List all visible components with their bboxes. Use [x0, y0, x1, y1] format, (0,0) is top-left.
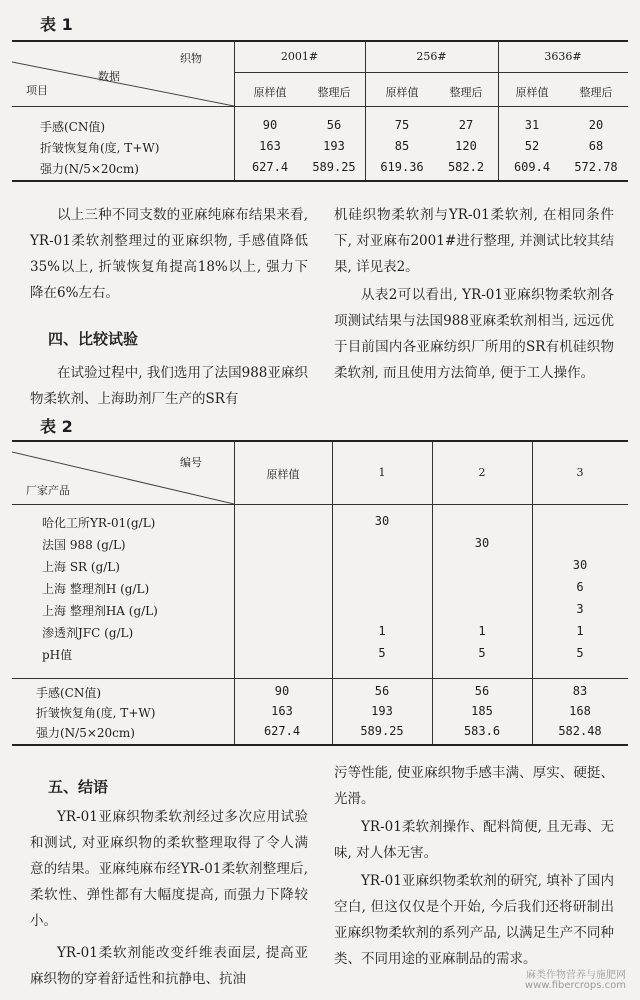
table1-cell: 31 [524, 118, 540, 132]
table2-result-cell: 163 [271, 704, 293, 718]
table2-result-cell: 185 [471, 704, 493, 718]
table2-result-cell: 168 [569, 704, 591, 718]
watermark-url: www.fibercrops.com [524, 980, 626, 991]
table2-corner-top: 编号 [180, 456, 202, 469]
table1-cell: 68 [588, 139, 604, 153]
table1-cell: 163 [259, 139, 281, 153]
table2-result-cell: 589.25 [360, 724, 404, 738]
table2-cell: 5 [378, 646, 386, 660]
table1-corner-mid: 数据 [98, 70, 120, 83]
table2-row-label: 法国 988 (g/L) [42, 538, 126, 552]
paragraph-right-2: 从表2可以看出, YR-01亚麻织物柔软剂各项测试结果与法国988亚麻柔软剂相当, 远远优于目前国内各亚麻纺织厂所用的SR有机硅织物柔软剂, 而且使用方法简单, 便于工人操作。 [334, 287, 614, 381]
table2-col-header: 3 [576, 466, 584, 479]
table1-cell: 627.4 [251, 160, 289, 174]
paragraph-left-2: 在试验过程中, 我们选用了法国988亚麻织物柔软剂、上海助剂厂生产的SR有 [30, 365, 308, 407]
table1-label: 表 1 [40, 15, 73, 34]
table2-result-cell: 56 [474, 684, 490, 698]
table2-result-label: 强力(N/5×20cm) [36, 726, 135, 740]
table2-corner-bottom: 厂家产品 [26, 484, 70, 497]
section-5-title: 五、结语 [48, 778, 109, 796]
paragraph-right-1: 机硅织物柔软剂与YR-01柔软剂, 在相同条件下, 对亚麻布2001#进行整理, 并测试比较其结果, 详见表2。 [334, 207, 614, 275]
table1-corner-bottom: 项目 [26, 84, 48, 97]
section-4-title: 四、比较试验 [48, 330, 139, 348]
table1-cell: 75 [394, 118, 410, 132]
table2-col-header: 1 [378, 466, 386, 479]
table1-cell: 572.78 [574, 160, 618, 174]
table1-cell: 609.4 [513, 160, 551, 174]
table2-result-cell: 193 [371, 704, 393, 718]
table2-row-label: 上海 整理剂HA (g/L) [42, 604, 158, 618]
table1-cell: 619.36 [380, 160, 424, 174]
table1-cell: 56 [326, 118, 342, 132]
paragraph-right-3: 污等性能, 使亚麻织物手感丰满、厚实、硬挺、光滑。 [334, 765, 614, 807]
table2-cell: 3 [576, 602, 584, 616]
table1-subhead: 原样值 [385, 86, 419, 99]
table2-cell: 5 [478, 646, 486, 660]
paragraph-left-3: YR-01亚麻织物柔软剂经过多次应用试验和测试, 对亚麻织物的柔软整理取得了令人满意的结果。亚麻纯麻布经YR-01柔软剂整理后, 柔软性、弹性都有大幅度提高, 而强力下降较小。 [30, 809, 308, 929]
table1-cell: 193 [323, 139, 345, 153]
table1-row-label: 手感(CN值) [40, 120, 106, 134]
table2-result-cell: 583.6 [463, 724, 501, 738]
table1-cell: 582.2 [447, 160, 485, 174]
table1-subhead: 整理后 [317, 86, 351, 99]
table1-cell: 90 [262, 118, 278, 132]
paragraph-right-4: YR-01柔软剂操作、配料简便, 且无毒、无味, 对人体无害。 [334, 819, 614, 861]
watermark-site-name: 麻类作物营养与施肥网 [526, 970, 626, 981]
table2-result-cell: 627.4 [263, 724, 301, 738]
table2-col-header: 原样值 [266, 468, 300, 481]
table2-row-label: 哈化工所YR-01(g/L) [42, 516, 156, 530]
table2-result-label: 折皱恢复角(度, T+W) [36, 706, 156, 720]
table2-cell: 1 [576, 624, 584, 638]
table2-col-header: 2 [478, 466, 486, 479]
table1-subhead: 原样值 [253, 86, 287, 99]
table2-cell: 1 [478, 624, 486, 638]
table1-cell: 589.25 [312, 160, 356, 174]
table1-subhead: 整理后 [579, 86, 613, 99]
table2-cell: 5 [576, 646, 584, 660]
table2-row-label: 渗透剂JFC (g/L) [42, 626, 134, 640]
paragraph-left-4: YR-01柔软剂能改变纤维表面层, 提高亚麻织物的穿着舒适性和抗静电、抗油 [30, 945, 308, 987]
table2 [12, 442, 628, 752]
paragraph-left-1: 以上三种不同支数的亚麻纯麻布结果来看, YR-01柔软剂整理过的亚麻织物, 手感值降低35%以上, 折皱恢复角提高18%以上, 强力下降在6%左右。 [30, 207, 308, 301]
table1-row-label: 强力(N/5×20cm) [40, 162, 139, 176]
table1 [12, 42, 628, 192]
table1-subhead: 原样值 [515, 86, 549, 99]
table2-result-label: 手感(CN值) [36, 686, 102, 700]
table2-result-cell: 83 [572, 684, 588, 698]
table1-row-label: 折皱恢复角(度, T+W) [40, 141, 160, 155]
table1-cell: 85 [394, 139, 410, 153]
table2-result-cell: 90 [274, 684, 290, 698]
table1-group-256: 256# [416, 50, 447, 63]
table1-cell: 27 [458, 118, 474, 132]
table2-row-label: 上海 整理剂H (g/L) [42, 582, 150, 596]
table1-cell: 120 [455, 139, 477, 153]
table2-cell: 30 [474, 536, 490, 550]
table2-result-cell: 56 [374, 684, 390, 698]
table1-corner-top: 织物 [180, 52, 202, 65]
table2-row-label: 上海 SR (g/L) [42, 560, 120, 574]
table1-cell: 20 [588, 118, 604, 132]
table1-subhead: 整理后 [449, 86, 483, 99]
table1-cell: 52 [524, 139, 540, 153]
table2-cell: 6 [576, 580, 584, 594]
paragraph-right-5: YR-01亚麻织物柔软剂的研究, 填补了国内空白, 但这仅仅是个开始, 今后我们还将研制出亚麻织物柔软剂的系列产品, 以满足生产不同种类、不同用途的亚麻制品的需求。 [334, 873, 614, 967]
table1-group-3636: 3636# [544, 50, 582, 63]
table1-group-2001: 2001# [280, 50, 319, 63]
table2-cell: 30 [572, 558, 588, 572]
table2-cell: 1 [378, 624, 386, 638]
table2-row-label: pH值 [42, 648, 73, 662]
table2-label: 表 2 [40, 417, 73, 436]
table2-cell: 30 [374, 514, 390, 528]
table2-result-cell: 582.48 [558, 724, 602, 738]
